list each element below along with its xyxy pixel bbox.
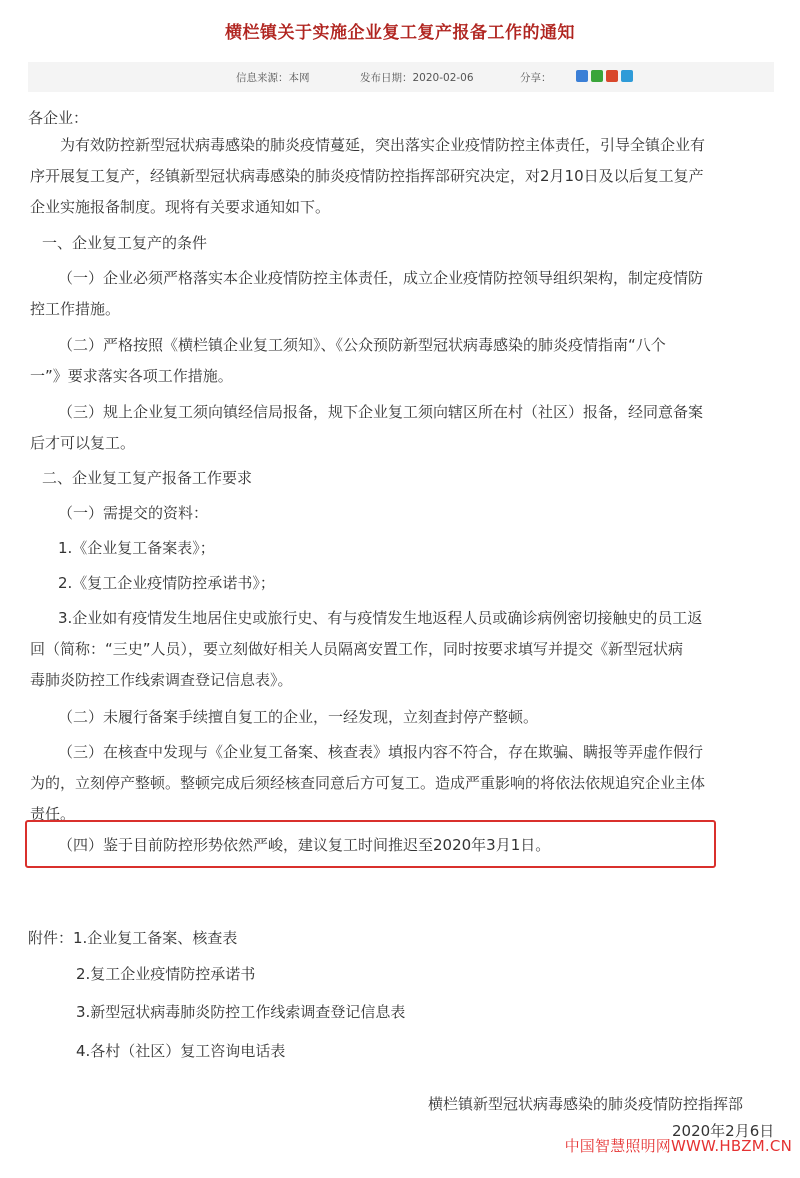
page-title: 横栏镇关于实施企业复工复产报备工作的通知 xyxy=(225,23,575,43)
paragraph-line: 2.《复工企业疫情防控承诺书》； xyxy=(58,574,275,592)
publish-date: 发布日期：2020-02-06 xyxy=(360,72,474,84)
signature-org: 横栏镇新型冠状病毒感染的肺炎疫情防控指挥部 xyxy=(428,1095,744,1113)
salutation: 各企业： xyxy=(28,109,89,127)
paragraph-line: （三）规上企业复工须向镇经信局报备，规下企业复工须向辖区所在村（社区）报备，经同意备案 xyxy=(58,403,704,421)
paragraph-line: （二）未履行备案手续擅自复工的企业，一经发现，立刻查封停产整顿。 xyxy=(58,708,539,726)
attachment-item: 4.各村（社区）复工咨询电话表 xyxy=(76,1042,286,1060)
attachment-item: 2.复工企业疫情防控承诺书 xyxy=(76,965,256,983)
highlight-box xyxy=(25,820,716,868)
paragraph-line: 3.企业如有疫情发生地居住史或旅行史、有与疫情发生地返程人员或确诊病例密切接触史的员工返 xyxy=(58,609,703,627)
paragraph-line: 1.《企业复工备案表》； xyxy=(58,539,215,557)
highlighted-paragraph: （四）鉴于目前防控形势依然严峻，建议复工时间推迟至2020年3月1日。 xyxy=(58,836,551,854)
meta-bar xyxy=(28,62,774,92)
paragraph-line: （一）企业必须严格落实本企业疫情防控主体责任，成立企业疫情防控领导组织架构，制定疫情防 xyxy=(58,269,704,287)
paragraph-line: 毒肺炎防控工作线索调查登记信息表》。 xyxy=(30,671,293,689)
section-heading: 二、企业复工复产报备工作要求 xyxy=(42,469,253,487)
paragraph-line: 控工作措施。 xyxy=(30,300,121,318)
paragraph-line: 一”》要求落实各项工作措施。 xyxy=(30,367,233,385)
intro-line: 序开展复工复产，经镇新型冠状病毒感染的肺炎疫情防控指挥部研究决定，对2月10日及以后复工复产 xyxy=(30,167,704,185)
paragraph-line: （三）在核查中发现与《企业复工备案、核查表》填报内容不符合，存在欺骗、瞒报等弄虚作假行 xyxy=(58,743,704,761)
attachment-item: 3.新型冠状病毒肺炎防控工作线索调查登记信息表 xyxy=(76,1003,406,1021)
section-heading: 一、企业复工复产的条件 xyxy=(42,234,208,252)
qzone-share-icon[interactable] xyxy=(621,70,633,82)
info-source: 信息来源：本网 xyxy=(236,72,310,84)
paragraph-line: 回（简称：“三史”人员），要立刻做好相关人员隔离安置工作，同时按要求填写并提交《新型冠状病 xyxy=(30,640,684,658)
watermark: 中国智慧照明网WWW.HBZM.CN xyxy=(564,1137,792,1155)
wechat-share-icon[interactable] xyxy=(591,70,603,82)
paragraph-line: （二）严格按照《横栏镇企业复工须知》、《公众预防新型冠状病毒感染的肺炎疫情指南“八个 xyxy=(58,336,666,354)
paragraph-line: 为的，立刻停产整顿。整顿完成后须经核查同意后方可复工。造成严重影响的将依法依规追究企业主体 xyxy=(30,774,706,792)
weibo-share-icon[interactable] xyxy=(606,70,618,82)
plus-share-icon[interactable] xyxy=(576,70,588,82)
paragraph-line: （一）需提交的资料： xyxy=(58,504,209,522)
paragraph-line: 后才可以复工。 xyxy=(30,434,136,452)
share-label: 分享： xyxy=(520,72,552,84)
paragraph-line: 责任。 xyxy=(30,805,76,823)
signature-date: 2020年2月6日 xyxy=(672,1122,775,1140)
intro-line: 企业实施报备制度。现将有关要求通知如下。 xyxy=(30,198,331,216)
intro-line: 为有效防控新型冠状病毒感染的肺炎疫情蔓延，突出落实企业疫情防控主体责任，引导全镇企业有 xyxy=(60,136,706,154)
share-icons xyxy=(576,70,633,82)
attachment-item: 附件：1.企业复工备案、核查表 xyxy=(28,929,238,947)
